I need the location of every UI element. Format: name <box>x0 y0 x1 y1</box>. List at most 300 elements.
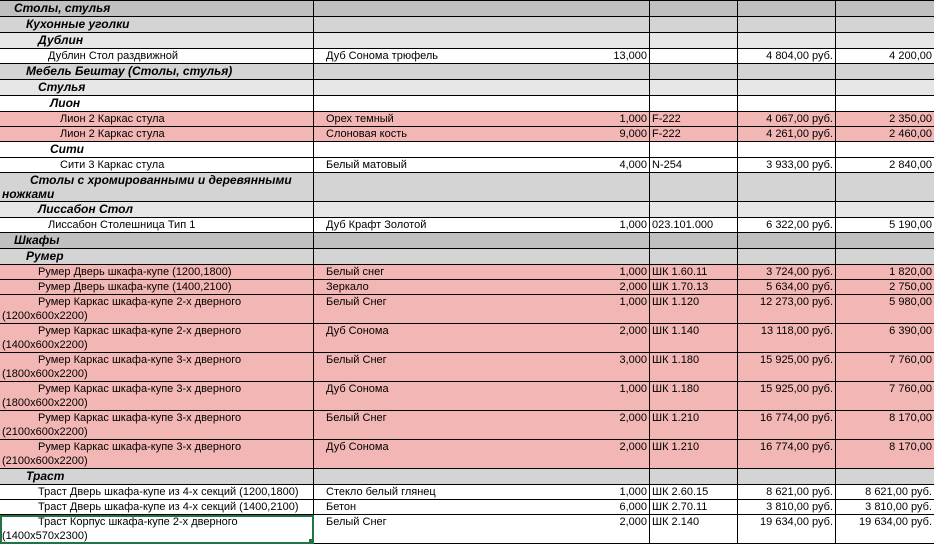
item-qty: 3,000 <box>619 354 647 366</box>
item-color-cell[interactable] <box>314 500 564 515</box>
item-color-cell[interactable] <box>314 324 564 353</box>
item-price: 6 322,00 руб. <box>766 219 833 231</box>
item-cost-cell[interactable] <box>836 353 934 382</box>
item-qty: 4,000 <box>619 159 647 171</box>
item-color-cell[interactable] <box>314 382 564 411</box>
item-qty: 2,000 <box>619 325 647 337</box>
item-price: 19 634,00 руб. <box>760 516 833 528</box>
item-name-cell[interactable] <box>0 324 314 353</box>
empty-cell[interactable] <box>836 96 934 112</box>
item-price-cell[interactable] <box>738 158 836 173</box>
item-qty: 2,000 <box>619 516 647 528</box>
item-price: 3 724,00 руб. <box>766 266 833 278</box>
item-name: Румер Каркас шкафа-купе 3-х дверного (2100x600x2200) <box>2 441 242 467</box>
empty-cell[interactable] <box>738 202 836 218</box>
item-color-cell[interactable] <box>314 353 564 382</box>
item-qty: 1,000 <box>619 296 647 308</box>
empty-cell[interactable] <box>738 142 836 158</box>
item-color: Белый Снег <box>326 354 387 366</box>
item-article: F-222 <box>652 113 681 125</box>
group-row <box>0 17 934 33</box>
item-qty: 2,000 <box>619 412 647 424</box>
group-name-cell[interactable] <box>0 1 314 17</box>
item-color-cell[interactable] <box>314 112 564 127</box>
empty-cell[interactable] <box>738 80 836 96</box>
item-article-cell[interactable] <box>650 218 738 233</box>
item-qty: 6,000 <box>619 501 647 513</box>
empty-cell[interactable] <box>738 17 836 33</box>
item-article: F-222 <box>652 128 681 140</box>
empty-cell[interactable] <box>650 142 738 158</box>
item-color-cell[interactable] <box>314 485 564 500</box>
item-name-cell[interactable] <box>0 382 314 411</box>
empty-cell[interactable] <box>314 17 564 33</box>
item-cost-cell[interactable] <box>836 112 934 127</box>
group-name: Румер <box>26 249 64 263</box>
item-name-cell[interactable] <box>0 500 314 515</box>
item-article: N-254 <box>652 159 682 171</box>
item-qty-cell[interactable] <box>564 324 650 353</box>
item-price-cell[interactable] <box>738 127 836 142</box>
group-row <box>0 96 934 112</box>
empty-cell[interactable] <box>564 202 650 218</box>
empty-cell[interactable] <box>836 80 934 96</box>
item-color: Дуб Сонома трюфель <box>326 50 439 62</box>
item-article: ШК 2.70.11 <box>652 501 708 513</box>
item-color: Дуб Крафт Золотой <box>326 219 427 231</box>
item-price: 8 621,00 руб. <box>766 486 833 498</box>
item-price: 15 925,00 руб. <box>760 383 833 395</box>
item-qty: 2,000 <box>619 281 647 293</box>
empty-cell[interactable] <box>738 64 836 80</box>
item-row <box>0 49 934 64</box>
item-color-cell[interactable] <box>314 158 564 173</box>
item-cost-cell[interactable] <box>836 440 934 469</box>
item-name-cell[interactable] <box>0 127 314 142</box>
empty-cell[interactable] <box>314 1 564 17</box>
item-cost-cell[interactable] <box>836 49 934 64</box>
item-price: 5 634,00 руб. <box>766 281 833 293</box>
item-qty: 2,000 <box>619 441 647 453</box>
group-name-cell[interactable] <box>0 202 314 218</box>
empty-cell[interactable] <box>836 249 934 265</box>
empty-cell[interactable] <box>564 469 650 485</box>
item-article-cell[interactable] <box>650 500 738 515</box>
item-qty-cell[interactable] <box>564 353 650 382</box>
item-price-cell[interactable] <box>738 485 836 500</box>
group-name: Лион <box>50 96 81 110</box>
item-qty-cell[interactable] <box>564 411 650 440</box>
group-name-cell[interactable] <box>0 80 314 96</box>
empty-cell[interactable] <box>564 173 650 202</box>
item-name: Сити 3 Каркас стула <box>60 159 165 171</box>
item-qty-cell[interactable] <box>564 112 650 127</box>
empty-cell[interactable] <box>738 1 836 17</box>
empty-cell[interactable] <box>314 202 564 218</box>
item-color: Бетон <box>326 501 357 513</box>
item-qty: 13,000 <box>613 50 647 62</box>
item-name: Румер Дверь шкафа-купе (1400,2100) <box>38 281 232 293</box>
item-name-cell[interactable] <box>0 411 314 440</box>
item-price-cell[interactable] <box>738 49 836 64</box>
empty-cell[interactable] <box>314 64 564 80</box>
item-cost: 5 980,00 <box>889 296 932 308</box>
empty-cell[interactable] <box>650 1 738 17</box>
item-article-cell[interactable] <box>650 295 738 324</box>
empty-cell[interactable] <box>650 96 738 112</box>
item-price-cell[interactable] <box>738 280 836 295</box>
item-name: Румер Каркас шкафа-купе 2-х дверного (1200x600x2200) <box>2 296 242 322</box>
item-color: Белый Снег <box>326 296 387 308</box>
item-row <box>0 485 934 500</box>
item-qty: 9,000 <box>619 128 647 140</box>
item-cost: 8 170,00 <box>889 412 932 424</box>
group-row <box>0 1 934 17</box>
item-article-cell[interactable] <box>650 324 738 353</box>
item-article-cell[interactable] <box>650 515 738 544</box>
empty-cell[interactable] <box>564 17 650 33</box>
empty-cell[interactable] <box>738 469 836 485</box>
empty-cell[interactable] <box>314 173 564 202</box>
item-row <box>0 515 934 544</box>
item-cost-cell[interactable] <box>836 218 934 233</box>
item-row <box>0 112 934 127</box>
item-cost-cell[interactable] <box>836 382 934 411</box>
item-price-cell[interactable] <box>738 295 836 324</box>
item-cost-cell[interactable] <box>836 280 934 295</box>
group-name-cell[interactable] <box>0 96 314 112</box>
item-cost-cell[interactable] <box>836 515 934 544</box>
item-article: ШК 1.210 <box>652 441 700 453</box>
item-price-cell[interactable] <box>738 500 836 515</box>
item-color-cell[interactable] <box>314 280 564 295</box>
group-name-cell[interactable] <box>0 17 314 33</box>
group-name: Мебель Бештау (Столы, стулья) <box>26 64 233 78</box>
item-cost: 8 170,00 <box>889 441 932 453</box>
item-name-cell[interactable] <box>0 515 314 544</box>
item-row <box>0 295 934 324</box>
item-row <box>0 127 934 142</box>
item-name: Лион 2 Каркас стула <box>60 113 165 125</box>
item-qty-cell[interactable] <box>564 500 650 515</box>
item-name-cell[interactable] <box>0 265 314 280</box>
item-qty-cell[interactable] <box>564 485 650 500</box>
item-article: ШК 2.60.15 <box>652 486 709 498</box>
group-name: Стулья <box>38 80 86 94</box>
item-color-cell[interactable] <box>314 440 564 469</box>
empty-cell[interactable] <box>314 142 564 158</box>
empty-cell[interactable] <box>564 96 650 112</box>
item-name: Траст Дверь шкафа-купе из 4-х секций (1400,2100) <box>38 501 299 513</box>
item-article: ШК 1.120 <box>652 296 700 308</box>
empty-cell[interactable] <box>650 173 738 202</box>
item-color: Белый Снег <box>326 516 387 528</box>
item-qty-cell[interactable] <box>564 280 650 295</box>
empty-cell[interactable] <box>650 469 738 485</box>
group-name: Столы с хромированными и деревянными ножками <box>2 173 292 201</box>
group-name: Столы, стулья <box>14 1 111 15</box>
item-color-cell[interactable] <box>314 295 564 324</box>
empty-cell[interactable] <box>314 80 564 96</box>
item-article-cell[interactable] <box>650 127 738 142</box>
group-name-cell[interactable] <box>0 249 314 265</box>
item-article-cell[interactable] <box>650 49 738 64</box>
item-color: Белый снег <box>326 266 385 278</box>
item-article-cell[interactable] <box>650 485 738 500</box>
group-name: Кухонные уголки <box>26 17 130 31</box>
item-name: Лиссабон Столешница Тип 1 <box>48 219 196 231</box>
group-name-cell[interactable] <box>0 233 314 249</box>
item-price: 16 774,00 руб. <box>760 441 833 453</box>
item-price: 3 810,00 руб. <box>766 501 833 513</box>
group-row <box>0 142 934 158</box>
item-article-cell[interactable] <box>650 382 738 411</box>
group-name-cell[interactable] <box>0 64 314 80</box>
item-name: Траст Корпус шкафа-купе 2-х дверного (1400x570x2300) <box>2 516 238 542</box>
item-price-cell[interactable] <box>738 411 836 440</box>
item-price-cell[interactable] <box>738 218 836 233</box>
item-name-cell[interactable] <box>0 112 314 127</box>
item-article-cell[interactable] <box>650 440 738 469</box>
item-row <box>0 280 934 295</box>
item-cost: 2 350,00 <box>889 113 932 125</box>
fill-handle[interactable] <box>309 539 314 544</box>
item-name-cell[interactable] <box>0 295 314 324</box>
group-row <box>0 249 934 265</box>
item-color-cell[interactable] <box>314 411 564 440</box>
item-article: ШК 1.60.11 <box>652 266 708 278</box>
item-cost-cell[interactable] <box>836 295 934 324</box>
item-price-cell[interactable] <box>738 440 836 469</box>
item-qty-cell[interactable] <box>564 158 650 173</box>
empty-cell[interactable] <box>564 142 650 158</box>
empty-cell[interactable] <box>738 249 836 265</box>
item-row <box>0 500 934 515</box>
empty-cell[interactable] <box>650 33 738 49</box>
item-article: ШК 1.210 <box>652 412 700 424</box>
item-name: Дублин Стол раздвижной <box>48 50 179 62</box>
item-color-cell[interactable] <box>314 218 564 233</box>
item-cost: 7 760,00 <box>889 383 932 395</box>
item-name-cell[interactable] <box>0 280 314 295</box>
item-name: Румер Каркас шкафа-купе 3-х дверного (1800x600x2200) <box>2 383 242 409</box>
empty-cell[interactable] <box>836 1 934 17</box>
empty-cell[interactable] <box>650 249 738 265</box>
group-row <box>0 173 934 202</box>
group-name-cell[interactable] <box>0 173 314 202</box>
empty-cell[interactable] <box>836 17 934 33</box>
item-price: 12 273,00 руб. <box>760 296 833 308</box>
group-name: Дублин <box>38 33 84 47</box>
empty-cell[interactable] <box>650 233 738 249</box>
empty-cell[interactable] <box>564 80 650 96</box>
item-color-cell[interactable] <box>314 515 564 544</box>
item-color: Дуб Сонома <box>326 441 389 453</box>
item-price-cell[interactable] <box>738 265 836 280</box>
item-qty: 1,000 <box>619 219 647 231</box>
group-row <box>0 33 934 49</box>
item-color: Белый матовый <box>326 159 407 171</box>
item-qty-cell[interactable] <box>564 515 650 544</box>
item-name-cell[interactable] <box>0 485 314 500</box>
empty-cell[interactable] <box>314 469 564 485</box>
item-color-cell[interactable] <box>314 49 564 64</box>
item-qty: 1,000 <box>619 486 647 498</box>
item-cost-cell[interactable] <box>836 411 934 440</box>
item-name: Лион 2 Каркас стула <box>60 128 165 140</box>
item-article-cell[interactable] <box>650 158 738 173</box>
item-name-cell[interactable] <box>0 440 314 469</box>
item-row <box>0 218 934 233</box>
empty-cell[interactable] <box>836 64 934 80</box>
item-qty-cell[interactable] <box>564 382 650 411</box>
item-qty: 1,000 <box>619 383 647 395</box>
item-qty: 1,000 <box>619 266 647 278</box>
item-name: Румер Каркас шкафа-купе 2-х дверного (1400x600x2200) <box>2 325 242 351</box>
empty-cell[interactable] <box>564 233 650 249</box>
item-qty-cell[interactable] <box>564 218 650 233</box>
item-row <box>0 265 934 280</box>
empty-cell[interactable] <box>314 96 564 112</box>
group-row <box>0 64 934 80</box>
empty-cell[interactable] <box>738 33 836 49</box>
item-name-cell[interactable] <box>0 353 314 382</box>
empty-cell[interactable] <box>836 202 934 218</box>
item-cost-cell[interactable] <box>836 127 934 142</box>
empty-cell[interactable] <box>836 173 934 202</box>
item-qty-cell[interactable] <box>564 265 650 280</box>
empty-cell[interactable] <box>836 233 934 249</box>
item-cost: 8 621,00 руб. <box>865 486 932 498</box>
item-row <box>0 411 934 440</box>
empty-cell[interactable] <box>564 1 650 17</box>
item-price-cell[interactable] <box>738 324 836 353</box>
empty-cell[interactable] <box>738 173 836 202</box>
item-color: Дуб Сонома <box>326 383 389 395</box>
empty-cell[interactable] <box>650 202 738 218</box>
item-name: Румер Каркас шкафа-купе 3-х дверного (2100x600x2200) <box>2 412 242 438</box>
empty-cell[interactable] <box>564 64 650 80</box>
empty-cell[interactable] <box>314 233 564 249</box>
item-qty-cell[interactable] <box>564 295 650 324</box>
item-qty-cell[interactable] <box>564 440 650 469</box>
group-name: Лиссабон Стол <box>38 202 133 216</box>
item-row <box>0 324 934 353</box>
empty-cell[interactable] <box>650 80 738 96</box>
empty-cell[interactable] <box>564 249 650 265</box>
item-row <box>0 158 934 173</box>
item-name-cell[interactable] <box>0 218 314 233</box>
empty-cell[interactable] <box>650 17 738 33</box>
item-cost-cell[interactable] <box>836 485 934 500</box>
item-price: 16 774,00 руб. <box>760 412 833 424</box>
item-article: ШК 2.140 <box>652 516 700 528</box>
item-price: 13 118,00 руб. <box>760 325 833 337</box>
item-article: ШК 1.140 <box>652 325 700 337</box>
item-price-cell[interactable] <box>738 382 836 411</box>
item-cost: 6 390,00 <box>889 325 932 337</box>
item-color-cell[interactable] <box>314 127 564 142</box>
empty-cell[interactable] <box>836 469 934 485</box>
item-qty-cell[interactable] <box>564 49 650 64</box>
item-cost: 19 634,00 руб. <box>859 516 932 528</box>
group-name: Шкафы <box>14 233 60 247</box>
item-cost: 2 840,00 <box>889 159 932 171</box>
group-name-cell[interactable] <box>0 469 314 485</box>
item-name: Румер Каркас шкафа-купе 3-х дверного (1800x600x2200) <box>2 354 242 380</box>
group-row <box>0 80 934 96</box>
item-color: Дуб Сонома <box>326 325 389 337</box>
group-name: Сити <box>50 142 84 156</box>
group-name: Траст <box>26 469 65 483</box>
empty-cell[interactable] <box>836 142 934 158</box>
item-row <box>0 353 934 382</box>
item-article-cell[interactable] <box>650 112 738 127</box>
item-cost: 2 460,00 <box>889 128 932 140</box>
item-row <box>0 382 934 411</box>
item-article-cell[interactable] <box>650 353 738 382</box>
group-name-cell[interactable] <box>0 142 314 158</box>
item-cost-cell[interactable] <box>836 265 934 280</box>
item-name: Траст Дверь шкафа-купе из 4-х секций (1200,1800) <box>38 486 299 498</box>
item-article: ШК 1.180 <box>652 354 700 366</box>
item-qty: 1,000 <box>619 113 647 125</box>
item-article-cell[interactable] <box>650 280 738 295</box>
item-price: 4 261,00 руб. <box>766 128 833 140</box>
item-qty-cell[interactable] <box>564 127 650 142</box>
item-cost: 2 750,00 <box>889 281 932 293</box>
item-price-cell[interactable] <box>738 353 836 382</box>
item-price: 3 933,00 руб. <box>766 159 833 171</box>
item-price: 4 067,00 руб. <box>766 113 833 125</box>
item-article: ШК 1.70.13 <box>652 281 709 293</box>
item-cost: 5 190,00 <box>889 219 932 231</box>
item-cost: 1 820,00 <box>889 266 932 278</box>
empty-cell[interactable] <box>738 96 836 112</box>
item-cost-cell[interactable] <box>836 324 934 353</box>
empty-cell[interactable] <box>314 33 564 49</box>
item-name-cell[interactable] <box>0 158 314 173</box>
empty-cell[interactable] <box>738 233 836 249</box>
item-color: Зеркало <box>326 281 369 293</box>
item-price-cell[interactable] <box>738 515 836 544</box>
group-name-cell[interactable] <box>0 33 314 49</box>
empty-cell[interactable] <box>650 64 738 80</box>
item-cost: 7 760,00 <box>889 354 932 366</box>
item-color: Орех темный <box>326 113 394 125</box>
item-cost-cell[interactable] <box>836 158 934 173</box>
item-cost-cell[interactable] <box>836 500 934 515</box>
item-color: Слоновая кость <box>326 128 407 140</box>
item-price: 4 804,00 руб. <box>766 50 833 62</box>
empty-cell[interactable] <box>836 33 934 49</box>
group-row <box>0 469 934 485</box>
item-article: 023.101.000 <box>652 219 714 231</box>
item-article-cell[interactable] <box>650 411 738 440</box>
item-color: Стекло белый глянец <box>326 486 436 498</box>
group-row <box>0 202 934 218</box>
item-cost: 4 200,00 <box>889 50 932 62</box>
item-price-cell[interactable] <box>738 112 836 127</box>
item-article-cell[interactable] <box>650 265 738 280</box>
item-cost: 3 810,00 руб. <box>865 501 932 513</box>
item-name: Румер Дверь шкафа-купе (1200,1800) <box>38 266 232 278</box>
item-color-cell[interactable] <box>314 265 564 280</box>
item-name-cell[interactable] <box>0 49 314 64</box>
empty-cell[interactable] <box>564 33 650 49</box>
item-color: Белый Снег <box>326 412 387 424</box>
empty-cell[interactable] <box>314 249 564 265</box>
